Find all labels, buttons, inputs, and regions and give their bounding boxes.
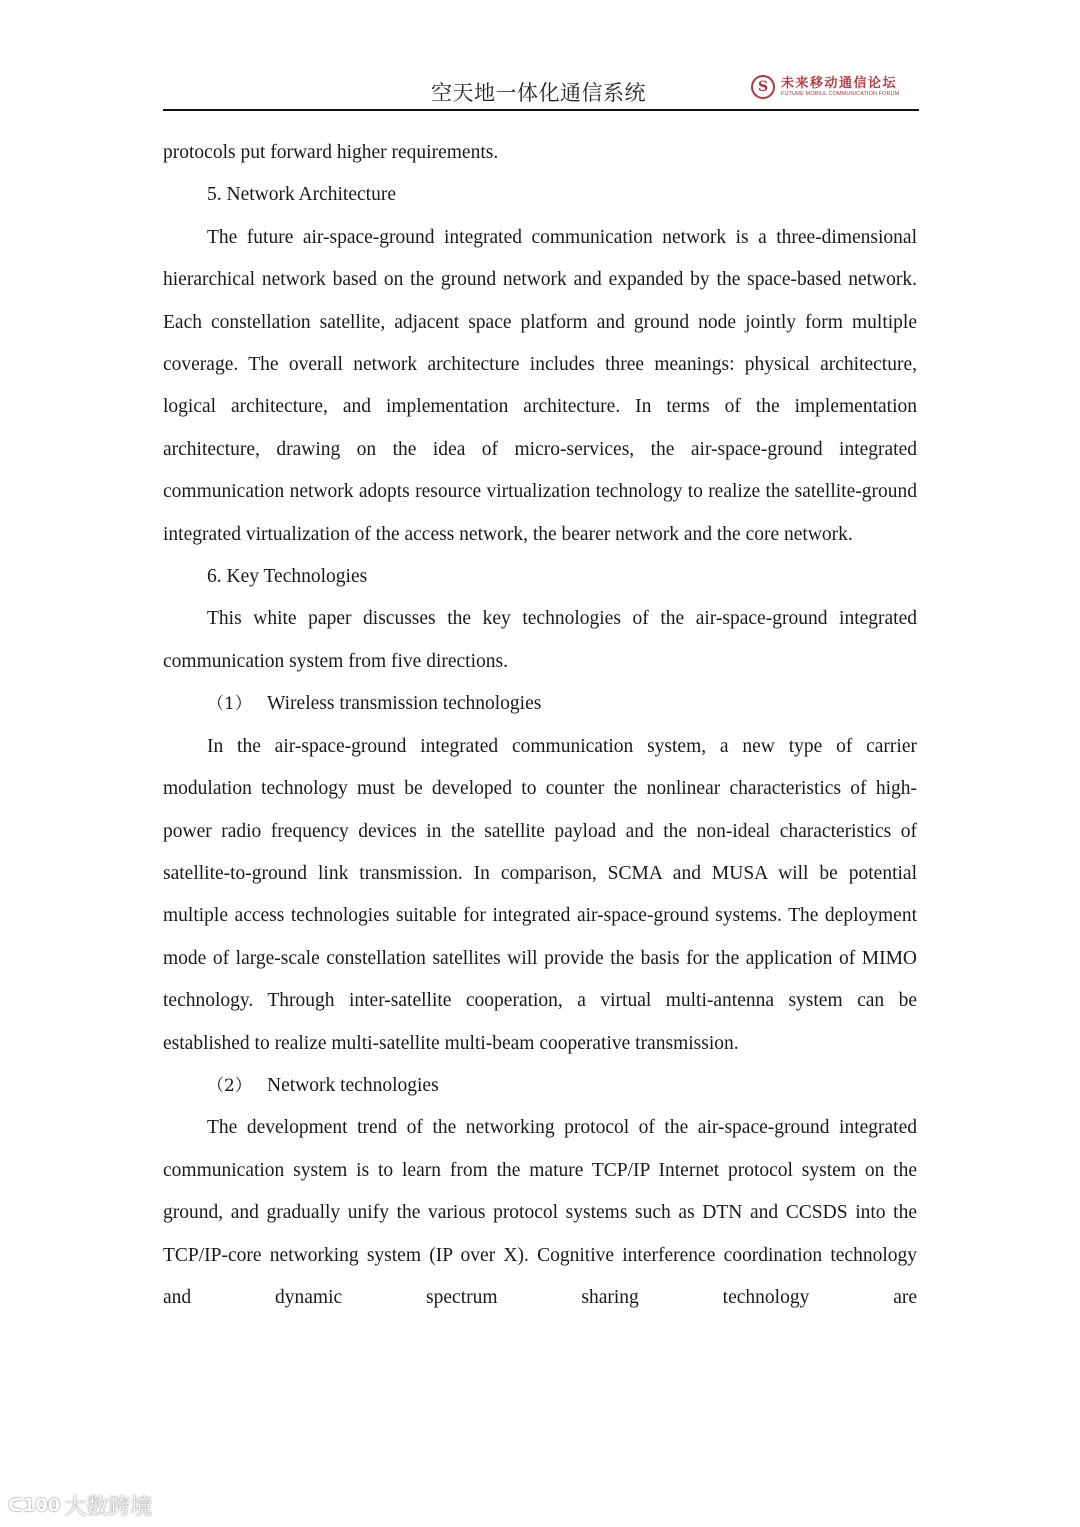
paragraph: protocols put forward higher requirements. xyxy=(163,142,499,163)
paragraph: This white paper discusses the key technologies of the air-space-ground integrated communication system from five directions. xyxy=(163,608,917,672)
subsection-title: Wireless transmission technologies xyxy=(267,693,542,715)
subsection-heading-wireless xyxy=(163,683,917,725)
page-header xyxy=(163,72,919,111)
paragraph: In the air-space-ground integrated communication system, a new type of carrier modulation technology must be developed to counter the nonlinear characteristics of high-power radio frequency devices in the satellite payload and the non-ideal characteristics of satellite-to-ground link transmission. In comparison, SCMA and MUSA will be potential multiple access technologies suitable for integrated air-space-ground systems. The deployment mode of large-scale constellation satellites will provide the basis for the application of MIMO technology. Through inter-satellite cooperation, a virtual multi-antenna system can be established to realize multi-satellite multi-beam cooperative transmission. xyxy=(163,735,917,1054)
paragraph: The future air-space-ground integrated communication network is a three-dimensional hierarchical network based on the ground network and expanded by the space-based network. Each constellation satellite, adjacent space platform and ground node jointly form multiple coverage. The overall network architecture includes three meanings: physical architecture, logical architecture, and implementation architecture. In terms of the implementation architecture, drawing on the idea of micro-services, the air-space-ground integrated communication network adopts resource virtualization technology to realize the satellite-ground integrated virtualization of the access network, the bearer network and the core network. xyxy=(163,226,917,545)
logo-name-cn: 未来移动通信论坛 xyxy=(781,76,898,91)
watermark xyxy=(8,1490,152,1521)
paragraph: The development trend of the networking protocol of the air-space-ground integrated communication system is to learn from the mature TCP/IP Internet protocol system on the ground, and gradually unify the various protocol systems such as DTN and CCSDS into the TCP/IP-core networking system (IP over X). Cognitive interference coordination technology and dynamic spectrum sharing technology are xyxy=(163,1117,917,1308)
100-logo-icon: ᑕ100 xyxy=(8,1495,61,1516)
subsection-title: Network technologies xyxy=(267,1074,439,1096)
spiral-logo-icon: S xyxy=(751,75,775,99)
subsection-heading-network xyxy=(163,1065,917,1107)
logo-text xyxy=(781,76,899,98)
watermark-text: 大数跨境 xyxy=(64,1495,153,1520)
document-body xyxy=(163,132,917,1319)
subsection-number: （2） xyxy=(207,1075,252,1096)
subsection-number: （1） xyxy=(207,694,252,715)
section-heading-key-technologies: 6. Key Technologies xyxy=(207,566,368,588)
logo-name-en: FUTURE MOBILE COMMUNICATION FORUM xyxy=(781,91,900,97)
header-title: 空天地一体化通信系统 xyxy=(431,81,646,105)
forum-logo xyxy=(751,75,899,99)
section-heading-network-architecture: 5. Network Architecture xyxy=(207,184,396,206)
